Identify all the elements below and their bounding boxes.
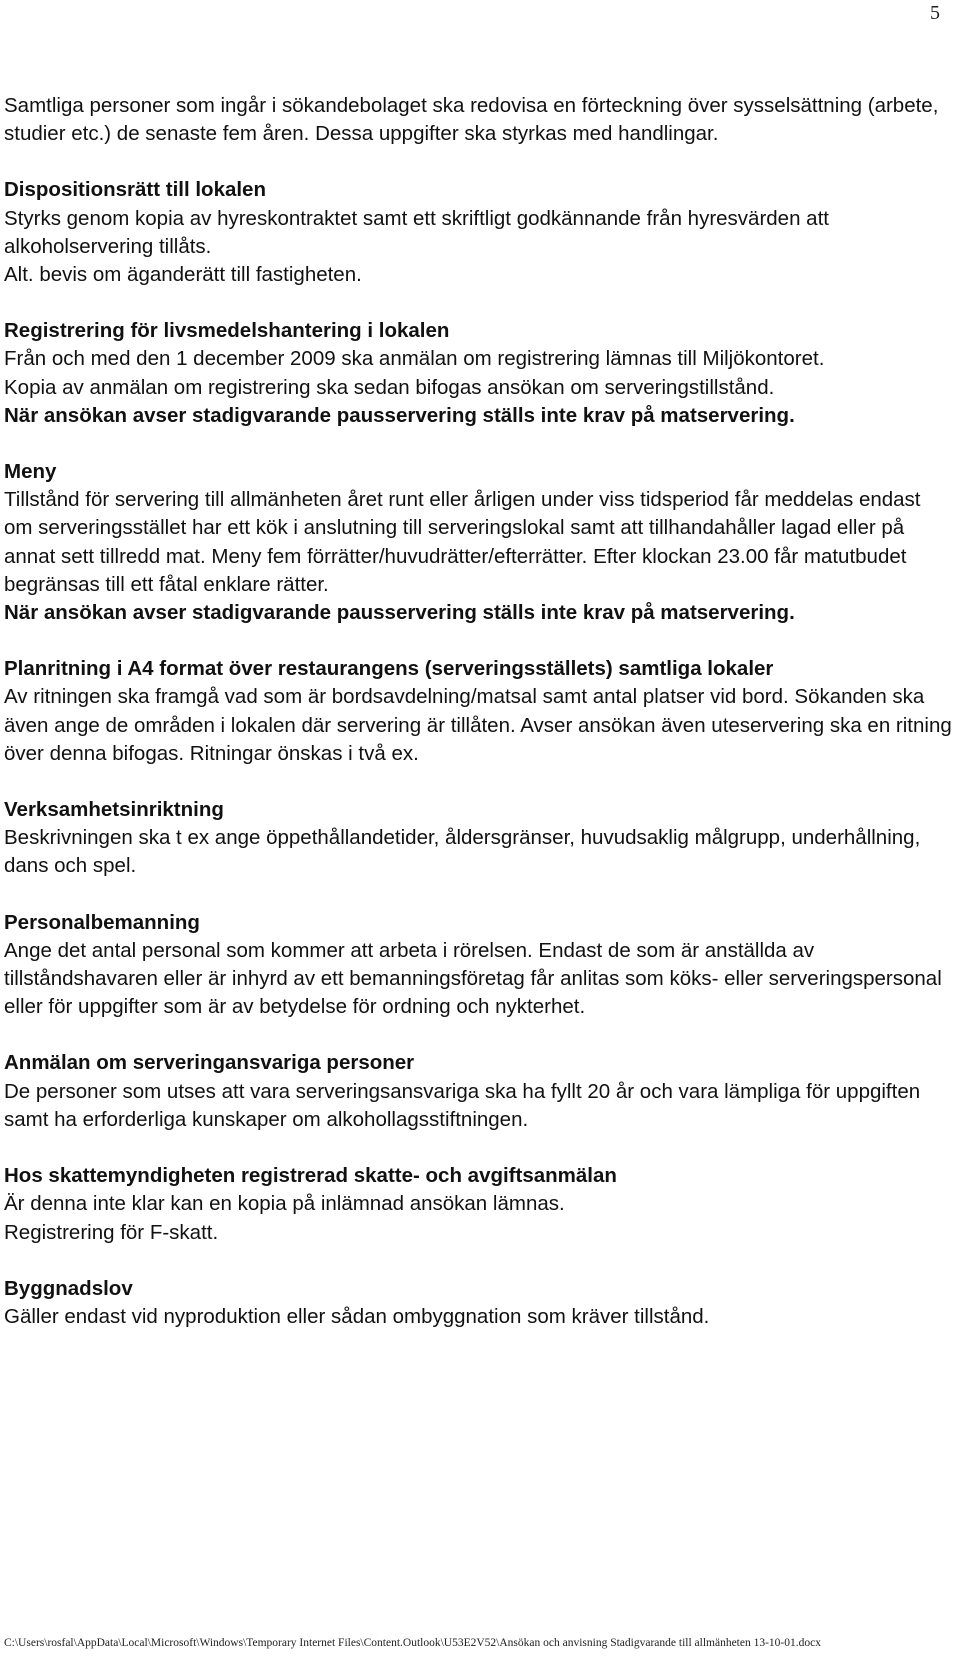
- personal-heading: Personalbemanning: [4, 910, 200, 934]
- section-verksamhet: [4, 796, 954, 881]
- planritning-heading: Planritning i A4 format över restaurangens (serveringsställets) samtliga lokaler: [4, 657, 774, 681]
- meny-heading: Meny: [4, 460, 57, 484]
- registrering-note: När ansökan avser stadigvarande pausservering ställs inte krav på matservering.: [4, 403, 795, 427]
- registrering-line1: Från och med den 1 december 2009 ska anmälan om registrering lämnas till Miljökontoret.: [4, 347, 825, 371]
- section-registrering: [4, 317, 954, 430]
- personal-text: Ange det antal personal som kommer att arbeta i rörelsen. Endast de som är anställda av tillståndshavaren eller är inhyrd av ett bemanningsföretag får anlitas som köks- eller serveringspersonal eller för uppgifter som är av betydelse för ordning och nykterhet.: [4, 938, 942, 1019]
- meny-note: När ansökan avser stadigvarande pausservering ställs inte krav på matservering.: [4, 601, 795, 625]
- bygglov-heading: Byggnadslov: [4, 1276, 133, 1300]
- verksamhet-heading: Verksamhetsinriktning: [4, 798, 224, 822]
- meny-text: Tillstånd för servering till allmänheten året runt eller årligen under viss tidsperiod får meddelas endast om serveringsstället har ett kök i anslutning till serveringslokal samt att tillhandahåller lagad eller på annat sett tillredd mat. Meny fem förrätter/huvudrätter/efterrätter. Efter klockan 23.00 får matutbudet begränsas till ett fåtal enklare rätter.: [4, 488, 921, 596]
- registrering-heading: Registrering för livsmedelshantering i lokalen: [4, 319, 450, 343]
- intro-text: Samtliga personer som ingår i sökandebolaget ska redovisa en förteckning över sysselsättning (arbete, studier etc.) de senaste fem åren. Dessa uppgifter ska styrkas med handlingar.: [4, 94, 939, 146]
- document-body: [4, 92, 954, 1359]
- skatt-line1: Är denna inte klar kan en kopia på inlämnad ansökan lämnas.: [4, 1192, 565, 1216]
- section-intro: [4, 92, 954, 148]
- skatt-heading: Hos skattemyndigheten registrerad skatte- och avgiftsanmälan: [4, 1164, 617, 1188]
- section-bygglov: [4, 1275, 954, 1331]
- dispositionsratt-line2: Alt. bevis om äganderätt till fastigheten.: [4, 263, 362, 287]
- ansvariga-heading: Anmälan om serveringansvariga personer: [4, 1051, 415, 1075]
- skatt-line2: Registrering för F-skatt.: [4, 1220, 219, 1244]
- ansvariga-text: De personer som utses att vara serveringsansvariga ska ha fyllt 20 år och vara lämpliga för uppgiften samt ha erforderliga kunskaper om alkohollagsstiftningen.: [4, 1079, 921, 1131]
- dispositionsratt-heading: Dispositionsrätt till lokalen: [4, 178, 266, 202]
- section-ansvariga: [4, 1049, 954, 1134]
- section-dispositionsratt: [4, 176, 954, 289]
- dispositionsratt-line1: Styrks genom kopia av hyreskontraktet samt ett skriftligt godkännande från hyresvärden att alkoholservering tillåts.: [4, 206, 829, 258]
- section-meny: [4, 458, 954, 627]
- planritning-text: Av ritningen ska framgå vad som är bordsavdelning/matsal samt antal platser vid bord. Sökanden ska även ange de områden i lokalen där servering är tillåten. Avser ansökan även uteservering ska en ritning över denna bifogas. Ritningar önskas i två ex.: [4, 685, 952, 765]
- section-skatt: [4, 1162, 954, 1247]
- footer-file-path: C:\Users\rosfal\AppData\Local\Microsoft\Windows\Temporary Internet Files\Content.Outlook\U53E2V52\Ansökan och anvisning Stadigvarande till allmänheten 13-10-01.docx: [4, 1637, 821, 1649]
- page-number: 5: [930, 2, 940, 24]
- verksamhet-text: Beskrivningen ska t ex ange öppethållandetider, åldersgränser, huvudsaklig målgrupp, underhållning, dans och spel.: [4, 826, 921, 878]
- registrering-line2: Kopia av anmälan om registrering ska sedan bifogas ansökan om serveringstillstånd.: [4, 375, 775, 399]
- bygglov-text: Gäller endast vid nyproduktion eller sådan ombyggnation som kräver tillstånd.: [4, 1304, 710, 1328]
- section-planritning: [4, 655, 954, 768]
- section-personal: [4, 909, 954, 1022]
